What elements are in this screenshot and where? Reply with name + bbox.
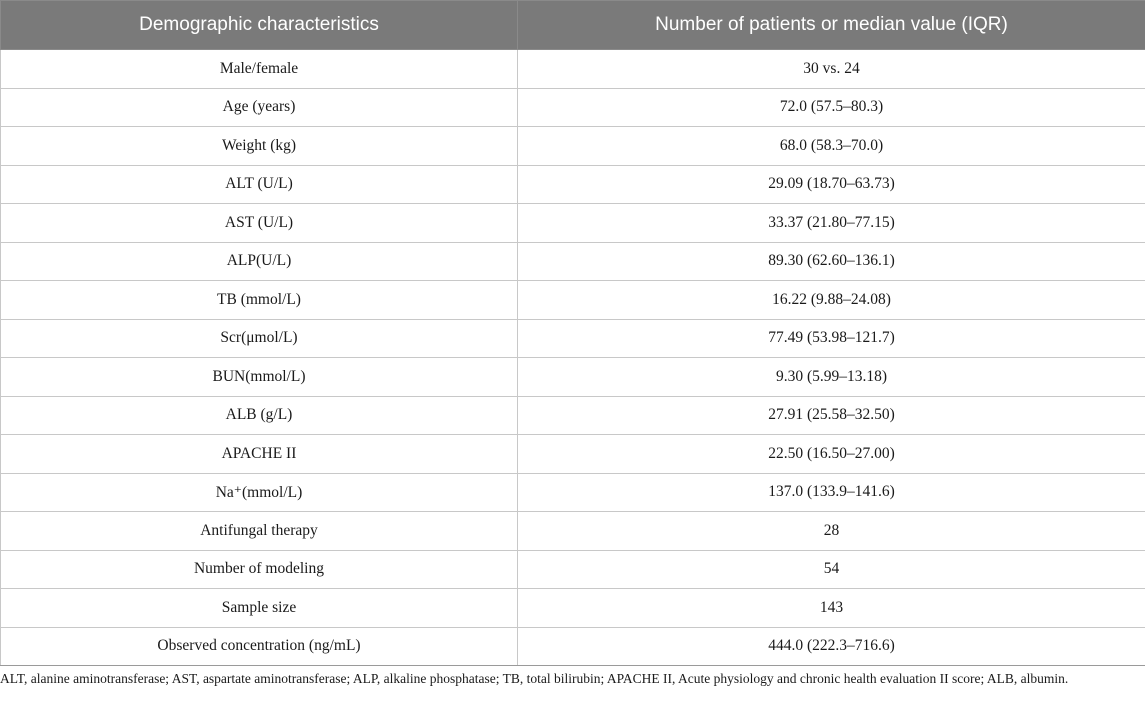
characteristic-cell: ALB (g/L) xyxy=(1,396,518,435)
table-header xyxy=(1,1,1145,50)
characteristic-cell: Observed concentration (ng/mL) xyxy=(1,627,518,666)
table-row xyxy=(1,50,1145,89)
table-row xyxy=(1,435,1145,474)
value-cell: 27.91 (25.58–32.50) xyxy=(518,396,1145,435)
table-footnote: ALT, alanine aminotransferase; AST, aspartate aminotransferase; ALP, alkaline phosphatase; TB, total bilirubin; APACHE II, Acute physiology and chronic health evaluation II score; ALB, albumin. xyxy=(0,671,1069,686)
table-row xyxy=(1,88,1145,127)
characteristic-cell: Scr(μmol/L) xyxy=(1,319,518,358)
characteristic-cell: Sample size xyxy=(1,589,518,628)
value-cell: 22.50 (16.50–27.00) xyxy=(518,435,1145,474)
characteristic-cell: BUN(mmol/L) xyxy=(1,358,518,397)
value-cell: 54 xyxy=(518,550,1145,589)
table-row xyxy=(1,281,1145,320)
characteristic-cell: Male/female xyxy=(1,50,518,89)
value-cell: 28 xyxy=(518,512,1145,551)
value-cell: 9.30 (5.99–13.18) xyxy=(518,358,1145,397)
characteristic-cell: Weight (kg) xyxy=(1,127,518,166)
characteristic-cell: Age (years) xyxy=(1,88,518,127)
table-row xyxy=(1,627,1145,666)
characteristic-cell: Na⁺(mmol/L) xyxy=(1,473,518,512)
value-cell: 89.30 (62.60–136.1) xyxy=(518,242,1145,281)
value-cell: 77.49 (53.98–121.7) xyxy=(518,319,1145,358)
table-row xyxy=(1,473,1145,512)
table-row xyxy=(1,512,1145,551)
characteristic-cell: Antifungal therapy xyxy=(1,512,518,551)
characteristic-cell: ALT (U/L) xyxy=(1,165,518,204)
value-cell: 68.0 (58.3–70.0) xyxy=(518,127,1145,166)
table-row xyxy=(1,165,1145,204)
table-row xyxy=(1,204,1145,243)
table-row xyxy=(1,396,1145,435)
value-cell: 143 xyxy=(518,589,1145,628)
value-cell: 30 vs. 24 xyxy=(518,50,1145,89)
table-row xyxy=(1,319,1145,358)
characteristic-cell: Number of modeling xyxy=(1,550,518,589)
header-number-or-median: Number of patients or median value (IQR) xyxy=(518,1,1145,50)
value-cell: 72.0 (57.5–80.3) xyxy=(518,88,1145,127)
value-cell: 137.0 (133.9–141.6) xyxy=(518,473,1145,512)
characteristic-cell: APACHE II xyxy=(1,435,518,474)
table-row xyxy=(1,358,1145,397)
value-cell: 444.0 (222.3–716.6) xyxy=(518,627,1145,666)
header-demographic-characteristics: Demographic characteristics xyxy=(1,1,518,50)
table-body xyxy=(1,50,1145,666)
value-cell: 16.22 (9.88–24.08) xyxy=(518,281,1145,320)
table-row xyxy=(1,242,1145,281)
characteristic-cell: AST (U/L) xyxy=(1,204,518,243)
table-row xyxy=(1,589,1145,628)
value-cell: 29.09 (18.70–63.73) xyxy=(518,165,1145,204)
value-cell: 33.37 (21.80–77.15) xyxy=(518,204,1145,243)
table-row xyxy=(1,550,1145,589)
characteristic-cell: ALP(U/L) xyxy=(1,242,518,281)
table-row xyxy=(1,127,1145,166)
characteristic-cell: TB (mmol/L) xyxy=(1,281,518,320)
header-row xyxy=(1,1,1145,50)
